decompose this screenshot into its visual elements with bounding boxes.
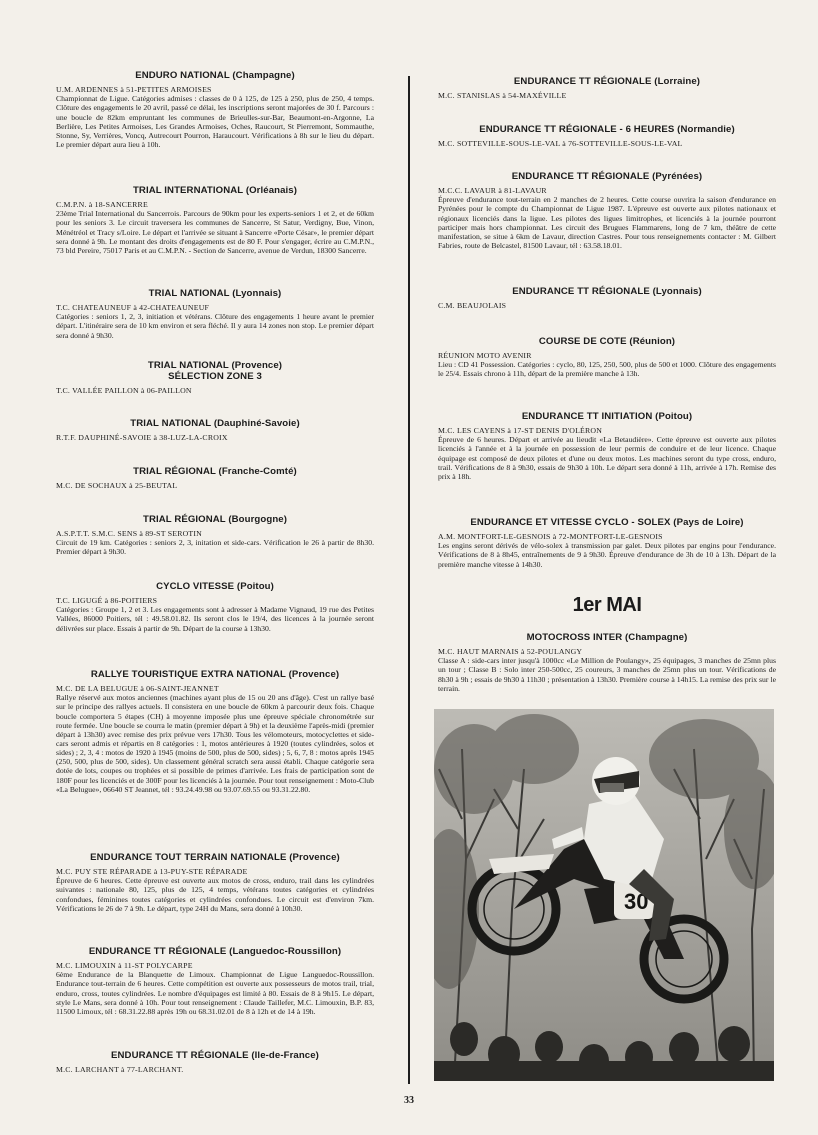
event-club: C.M. BEAUJOLAIS [438, 301, 507, 310]
event-cyclo-vitesse [56, 581, 374, 633]
motocross-rider-photo [434, 709, 774, 1081]
date-heading: 1er MAI [572, 594, 642, 616]
rider-number: 30 [624, 889, 649, 914]
event-cyclo-solex [438, 517, 776, 569]
event-title: ENDURO NATIONAL (Champagne) [135, 70, 295, 81]
event-club: R.T.F. DAUPHINÉ-SAVOIE à 38-LUZ-LA-CROIX [56, 433, 228, 442]
event-club: RÉUNION MOTO AVENIR [438, 351, 532, 360]
event-title: ENDURANCE TT RÉGIONALE (Pyrénées) [511, 171, 703, 182]
motocross-photo-illustration [434, 709, 774, 1081]
event-title: ENDURANCE TT RÉGIONALE - 6 HEURES (Normandie) [479, 124, 735, 135]
event-club: T.C. CHATEAUNEUF à 42-CHATEAUNEUF [56, 303, 210, 312]
event-club: M.C. LES CAYENS à 17-ST DENIS D'OLÉRON [438, 426, 603, 435]
event-title: COURSE DE COTE (Réunion) [538, 336, 676, 347]
event-title: ENDURANCE TT RÉGIONALE (Lyonnais) [512, 286, 702, 297]
event-club: C.M.P.N. à 18-SANCERRE [56, 200, 148, 209]
event-body: 23ème Trial International du Sancerrois. Parcours de 90km pour les experts-seniors 1 et 2, et de 60km pour les seniors 3. Le circuit traversera les communes de Sancerre, St Satur, Verdigny, Bue, Vinon, Ménétréol et Tracy s/Loire. Le départ et l'arrivée se situant à Sancerre «Porte César», le premier départ sera donné à 9h. Le montant des droits d'engagements est de 80 F. Pour s'engager, écrire au C.M.P.N., 73 bld Pereire, 75017 Paris et au C.M.P.N. - Section de Sancerre, avenue de Verdun, 18300 Sancerre. [56, 209, 374, 255]
event-title: ENDURANCE TOUT TERRAIN NATIONALE (Provence) [90, 852, 340, 863]
event-trial-international [56, 185, 374, 255]
event-club: T.C. VALLÉE PAILLON à 06-PAILLON [56, 386, 192, 395]
event-enduro-national [56, 70, 374, 149]
event-trial-national-lyonnais [56, 288, 374, 340]
event-club: M.C. DE LA BELUGUE à 06-SAINT-JEANNET [56, 684, 219, 693]
page-number: 33 [404, 1095, 414, 1106]
event-trial-regional-franche-comte [56, 466, 374, 490]
event-title: ENDURANCE TT INITIATION (Poitou) [521, 411, 693, 422]
event-endurance-ile-de-france [56, 1050, 374, 1074]
event-endurance-pyrenees [438, 171, 776, 250]
event-club: M.C. PUY STE RÉPARADE à 13-PUY-STE RÉPARADE [56, 867, 248, 876]
event-body: Catégories : seniors 1, 2, 3, initiation et vétérans. Clôture des engagements 1 heure avant le premier départ. L'itinéraire sera de 10 km environ et sera fléché. Il y aura 14 zones non stop. Le premier départ sera donné à 9h30. [56, 312, 374, 340]
event-club: M.C. STANISLAS à 54-MAXÉVILLE [438, 91, 567, 100]
event-title: MOTOCROSS INTER (Champagne) [526, 632, 688, 643]
event-club: A.S.P.T.T. S.M.C. SENS à 89-ST SEROTIN [56, 529, 203, 538]
event-title: TRIAL RÉGIONAL (Franche-Comté) [133, 466, 297, 477]
event-body: Les engins seront dérivés de vélo-solex à transmission par galet. Deux pilotes par engins pour l'endurance. Vérifications de 8 à 8h45, entraînements de 9 à 9h30. Épreuve d'endurance de 3h de 10 à 13h. Départ de la première manche vitesse à 14h30. [438, 541, 776, 569]
event-body: Championnat de Ligue. Catégories admises : classes de 0 à 125, de 125 à 250, plus de 250, 4 temps. Clôture des engagements le 20 avril, passé ce délai, les inscriptions seront majorées de 30 f. Parcours : une boucle de 82km empruntant les communes de Brieulles-sur-Bar, Beaumont-en-Argonne, La Berlière, Les Petites Armoises, Les Grandes Armoises, Oches, Raucourt, St Pierremont, Sommauthe, Stonne, Sy, Verrières, Voncq, Autrecourt Pourron, Haraucourt. Vérifications à 8h sur le lieu du départ. Le premier départ aura lieu à 10h. [56, 94, 374, 149]
event-club: A.M. MONTFORT-LE-GESNOIS à 72-MONTFORT-LE-GESNOIS [438, 532, 663, 541]
event-title: TRIAL NATIONAL (Lyonnais) [148, 288, 282, 299]
event-body: Classe A : side-cars inter jusqu'à 1000cc «Le Million de Poulangy», 25 équipages, 3 manches de 25mn plus un tour ; Classe B : Solo inter 250-500cc, 25 coureurs, 3 manches de 25mn plus un tour. Vérifications de 8h30 à 9h ; essais de 9h30 à 11h30 ; présentation à 13h30. Première course à 14h15. La remise des prix sur le terrain. [438, 656, 776, 693]
event-club: M.C. LIMOUXIN à 11-ST POLYCARPE [56, 961, 193, 970]
event-title: TRIAL NATIONAL (Dauphiné-Savoie) [130, 418, 300, 429]
event-club: M.C. LARCHANT à 77-LARCHANT. [56, 1065, 184, 1074]
event-club: M.C. HAUT MARNAIS à 52-POULANGY [438, 647, 583, 656]
event-motocross-inter [438, 632, 776, 693]
event-body: Lieu : CD 41 Possession. Catégories : cyclo, 80, 125, 250, 500, plus de 500 et 1000. Clôture des engagements le 25/4. Essais chrono à 11h, départ de la première manche à 13h. [438, 360, 776, 379]
event-endurance-initiation [438, 411, 776, 481]
event-body: Épreuve de 6 heures. Cette épreuve est ouverte aux motos de cross, enduro, trail dans les cylindrées suivantes : nationale 80, 125, plus de 125, 4 temps, vétérans toutes catégories et cylindrées confondues, féminines toutes catégories et cylindrées confondues. Le circuit est d'environ 7km. Vérifications le 26 de 7 à 9h. Le départ, type 24H du Mans, sera donné à 10h30. [56, 876, 374, 913]
event-body: 6ème Endurance de la Blanquette de Limoux. Championnat de Ligue Languedoc-Roussillon. Endurance tout-terrain de 6 heures. Cette compétition est ouverte aux possesseurs de motos trail, trial, enduro, cross, toutes cylindrées. Le nombre d'équipages est limité à 80. Essais de 8 à 9h15. Le départ, style Le Mans, sera donné à 10h. Pour tout renseignement : Claude Taillefer, M.C. Limouxin, B.P. 83, 11500 Limoux, tél : 68.31.22.88 après 19h ou 68.31.02.01 de 8 à 12h et de 14 à 19h. [56, 970, 374, 1016]
event-title: TRIAL RÉGIONAL (Bourgogne) [142, 514, 288, 525]
event-club: M.C.C. LAVAUR à 81-LAVAUR [438, 186, 547, 195]
column-divider [408, 76, 410, 1084]
event-club: M.C. DE SOCHAUX à 25-BEUTAL [56, 481, 178, 490]
event-endurance-tout-terrain-provence [56, 852, 374, 913]
event-endurance-lorraine [438, 76, 776, 100]
event-endurance-normandie [438, 124, 776, 148]
event-body: Catégories : Groupe 1, 2 et 3. Les engagements sont à adresser à Madame Vignaud, 19 rue des Petites Vallées, 86000 Poitiers, tél : 49.58.01.82. Ils seront clos le 19/4, des licences à la journée seront délivrées sur place. Essais à partir de 9h. Départ de la course à 13h30. [56, 605, 374, 633]
event-body: Circuit de 19 km. Catégories : seniors 2, 3, initation et side-cars. Vérification le 26 à partir de 8h30. Premier départ à 9h30. [56, 538, 374, 557]
event-title: ENDURANCE TT RÉGIONALE (Lorraine) [513, 76, 701, 87]
event-endurance-languedoc [56, 946, 374, 1016]
event-title: ENDURANCE ET VITESSE CYCLO - SOLEX (Pays de Loire) [470, 517, 744, 528]
event-club: M.C. SOTTEVILLE-SOUS-LE-VAL à 76-SOTTEVILLE-SOUS-LE-VAL [438, 139, 683, 148]
event-title: CYCLO VITESSE (Poitou) [156, 581, 274, 592]
event-title: ENDURANCE TT RÉGIONALE (Languedoc-Roussillon) [88, 946, 342, 957]
event-body: Rallye réservé aux motos anciennes (machines ayant plus de 15 ou 20 ans d'âge). C'est un rallye basé sur le principe des rallyes actuels. Il consistera en une boucle de 60km à parcourir deux fois. Chaque boucle comportera 5 étapes (CH) à moyenne imposée plus une épreuve spéciale chronométrée sur route fermée. Une boucle se courra le matin (premier départ à 9h) et la deuxième l'après-midi (premier départ à 13h30) avec remise des prix prévue vers 17h30. Tous les vélomoteurs, motocyclettes et side-cars seront admis et répartis en 8 catégories : 1, motos antérieures à 1920 (toutes cylindrées, solos et sides) ; 2, 3, 4 : motos de 1920 à 1945 (moins de 500, plus de 500, sides) ; 5, 6, 7, 8 : motos après 1945 (250, 500, plus de 500, sides). Un classement général scratch sera aussi établi. Chaque catégorie sera dotée de lots, coupes ou trophées et si possible de primes d'arrivée. Les frais de participation sont de 180F pour les licenciés et de 300F pour les licenciés à la journée. Pour tout renseignement : Moto-Club «La Belugue», 06640 ST Jeannet, tél : 93.24.49.98 ou 93.07.69.55 ou 93.31.22.80. [56, 693, 374, 794]
event-body: Épreuve d'endurance tout-terrain en 2 manches de 2 heures. Cette course ouvrira la saison d'endurance en Pyrénées pour le compte du Championnat de Ligue 1987. L'épreuve est ouverte aux pilotes nationaux et régionaux licenciés dans la ligue. Les pilotes des ligues limitrophes, et licenciés à la journée pourront participer mais hors championnat. Les circuit des Brugues Flammarens, long de 7 km, théâtre de cette manifestation, se situe à 6km de Lavaur, direction Castres. Pour tous renseignements contacter : M. Gilbert Fabries, route de Belcastel, 81500 Lavaur, tél : 63.58.18.01. [438, 195, 776, 250]
event-title: RALLYE TOURISTIQUE EXTRA NATIONAL (Provence) [90, 669, 340, 680]
event-title: ENDURANCE TT RÉGIONALE (Ile-de-France) [111, 1050, 319, 1061]
event-course-de-cote [438, 336, 776, 379]
event-trial-national-provence [56, 360, 374, 395]
event-title: TRIAL INTERNATIONAL (Orléanais) [132, 185, 298, 196]
event-body: Épreuve de 6 heures. Départ et arrivée au lieudit «La Betaudière». Cette épreuve est ouverte aux pilotes licenciés à l'année et à la journée en possession de leur permis de conduire et de leur licence. Chaque équipage est composé de deux pilotes et d'une ou deux motos. Les machines seront du type cross, enduro, trail. Vérifications de 8 à 9h30, essais de 9h30 à 10h. Le départ sera donné à 11h, arrivée à 17h. Remise des prix à 18h. [438, 435, 776, 481]
event-trial-regional-bourgogne [56, 514, 374, 557]
event-endurance-lyonnais [438, 286, 776, 310]
event-rallye-touristique [56, 669, 374, 794]
event-club: T.C. LIGUGÉ à 86-POITIERS [56, 596, 158, 605]
event-trial-national-dauphine [56, 418, 374, 442]
event-title: TRIAL NATIONAL (Provence) SÉLECTION ZONE 3 [147, 360, 283, 382]
event-club: U.M. ARDENNES à 51-PETITES ARMOISES [56, 85, 212, 94]
